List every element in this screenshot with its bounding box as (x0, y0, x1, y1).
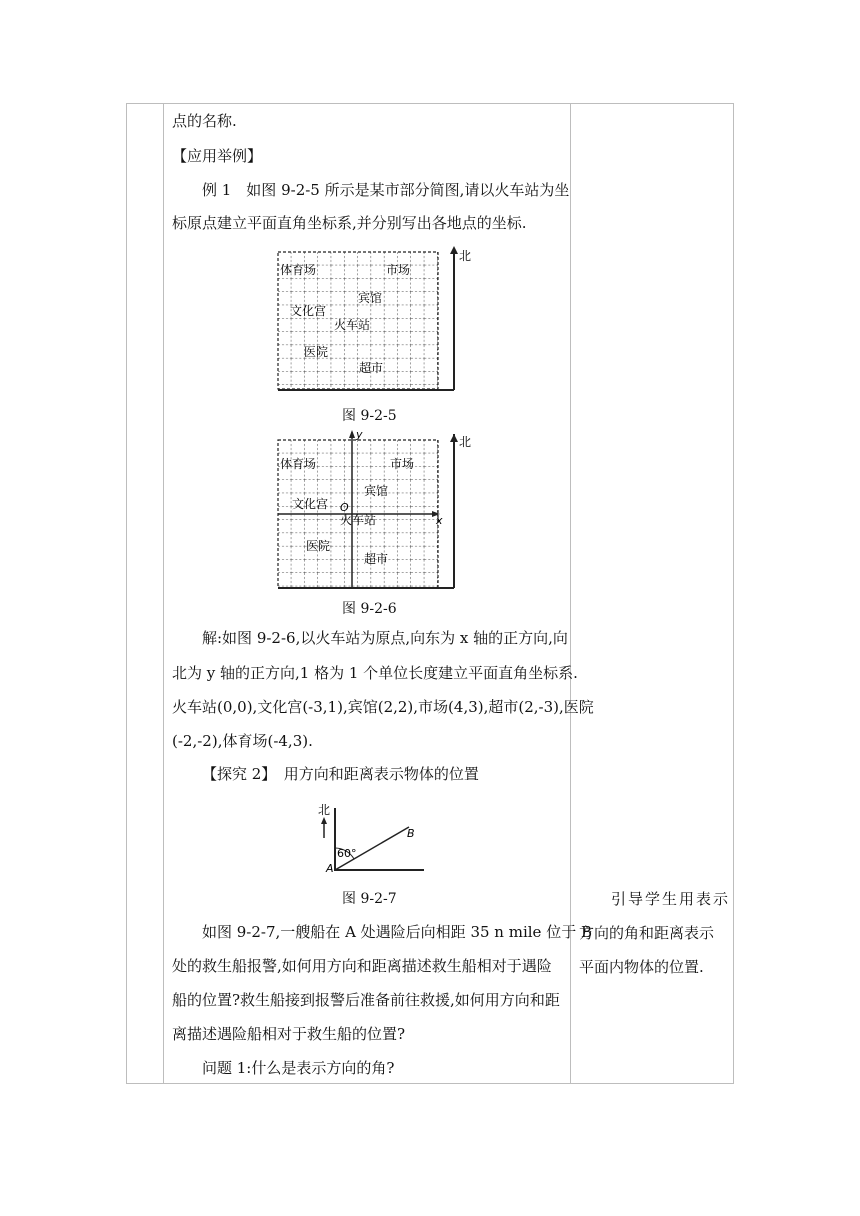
side-note: 方向的角和距离表示 (579, 924, 715, 942)
label-stadium: 体育场 (280, 263, 317, 277)
y-axis-label: y (356, 428, 363, 441)
origin-label: O (340, 501, 349, 514)
label-hotel: 宾馆 (358, 291, 383, 305)
question-text: 如图 9-2-7,一艘船在 A 处遇险后向相距 35 n mile 位于 B (202, 923, 592, 941)
side-note: 引导学生用表示 (611, 890, 731, 908)
figure-caption: 图 9-2-5 (342, 408, 397, 424)
question-text: 处的救生船报警,如何用方向和距离描述救生船相对于遇险 (172, 957, 552, 975)
solution-text: (-2,-2),体育场(-4,3). (172, 732, 313, 750)
example-text: 例 1 如图 9-2-5 所示是某市部分简图,请以火车站为坐 (202, 181, 570, 199)
label-market: 市场 (386, 263, 411, 277)
solution-text: 解:如图 9-2-6,以火车站为原点,向东为 x 轴的正方向,向 (202, 629, 568, 647)
label-station: 火车站 (340, 513, 377, 527)
label-hospital: 医院 (306, 539, 331, 553)
figure-caption: 图 9-2-6 (342, 601, 397, 617)
figure-caption: 图 9-2-7 (342, 891, 397, 907)
section-heading-apply: 【应用举例】 (172, 147, 263, 165)
side-note: 平面内物体的位置. (579, 958, 704, 976)
label-supermarket: 超市 (359, 361, 384, 375)
label-culture: 文化宫 (292, 497, 329, 511)
column-divider-left (163, 104, 164, 1083)
example-text: 标原点建立平面直角坐标系,并分别写出各地点的坐标. (172, 214, 527, 232)
north-label: 北 (318, 803, 331, 817)
solution-text: 火车站(0,0),文化宫(-3,1),宾馆(2,2),市场(4,3),超市(2,-3),医院 (172, 698, 594, 716)
problem-text: 问题 1:什么是表示方向的角? (202, 1059, 395, 1077)
figure-9-2-6 (276, 428, 472, 593)
north-label: 北 (459, 249, 472, 263)
north-label: 北 (459, 435, 472, 449)
label-stadium: 体育场 (280, 457, 317, 471)
text-line: 点的名称. (172, 112, 237, 130)
x-axis-label: x (436, 514, 443, 527)
section-heading-explore: 【探究 2】 用方向和距离表示物体的位置 (202, 765, 479, 783)
label-market: 市场 (390, 457, 415, 471)
question-text: 船的位置?救生船接到报警后准备前往救援,如何用方向和距 (172, 991, 560, 1009)
question-text: 离描述遇险船相对于救生船的位置? (172, 1025, 406, 1043)
label-station: 火车站 (334, 318, 371, 332)
angle-label: 60° (337, 847, 357, 860)
label-culture: 文化宫 (290, 304, 327, 318)
label-hotel: 宾馆 (364, 484, 389, 498)
label-hospital: 医院 (304, 345, 329, 359)
figure-9-2-7 (314, 800, 426, 875)
point-a-label: A (326, 862, 334, 875)
figure-9-2-5 (276, 244, 472, 394)
solution-text: 北为 y 轴的正方向,1 格为 1 个单位长度建立平面直角坐标系. (172, 664, 578, 682)
point-b-label: B (407, 827, 415, 840)
label-supermarket: 超市 (364, 552, 389, 566)
